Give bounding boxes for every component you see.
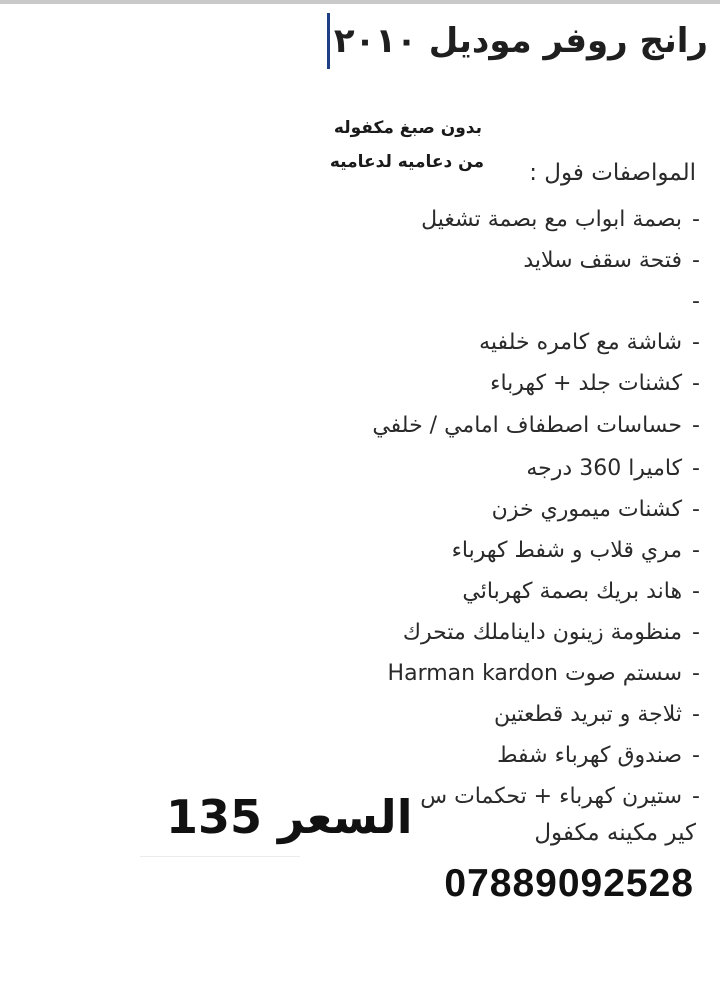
spec-item: -بصمة ابواب مع بصمة تشغيل (421, 207, 700, 232)
specs-list (372, 199, 700, 817)
phone-number[interactable]: 07889092528 (444, 862, 694, 905)
spec-item: -كاميرا 360 درجه (526, 456, 700, 481)
price-label: السعر 135 (162, 790, 416, 844)
text-cursor (327, 13, 330, 69)
spec-item: -كشنات ميموري خزن (491, 497, 700, 522)
note-bumper-to-bumper: من دعاميه لدعاميه (329, 152, 484, 172)
spec-item: -مري قلاب و شفط كهرباء (451, 538, 700, 563)
spec-item: -شاشة مع كامره خلفيه (479, 330, 700, 355)
top-border (0, 0, 720, 4)
spec-item: -حساسات اصطفاف امامي / خلفي (372, 413, 700, 438)
spec-item: - (692, 289, 700, 314)
spec-item: -ثلاجة و تبريد قطعتين (494, 702, 700, 727)
note-no-paint: بدون صبغ مكفوله (333, 118, 482, 138)
spec-item: -سستم صوت Harman kardon (387, 661, 700, 686)
spec-item: -فتحة سقف سلايد (523, 248, 700, 273)
spec-item: -ستيرن كهرباء + تحكمات س (420, 784, 700, 809)
title-bar (327, 12, 708, 70)
spec-item: -كشنات جلد + كهرباء (490, 371, 700, 396)
spec-item: -صندوق كهرباء شفط (497, 743, 700, 768)
spec-item: -منظومة زينون دايناملك متحرك (402, 620, 700, 645)
spec-item: -هاند بريك بصمة كهربائي (462, 579, 700, 604)
page-title: رانج روفر موديل ٢٠١٠ (333, 21, 708, 61)
specs-label: المواصفات فول : (529, 160, 696, 186)
divider (140, 856, 300, 857)
gear-line: كير مكينه مكفول (534, 820, 696, 846)
